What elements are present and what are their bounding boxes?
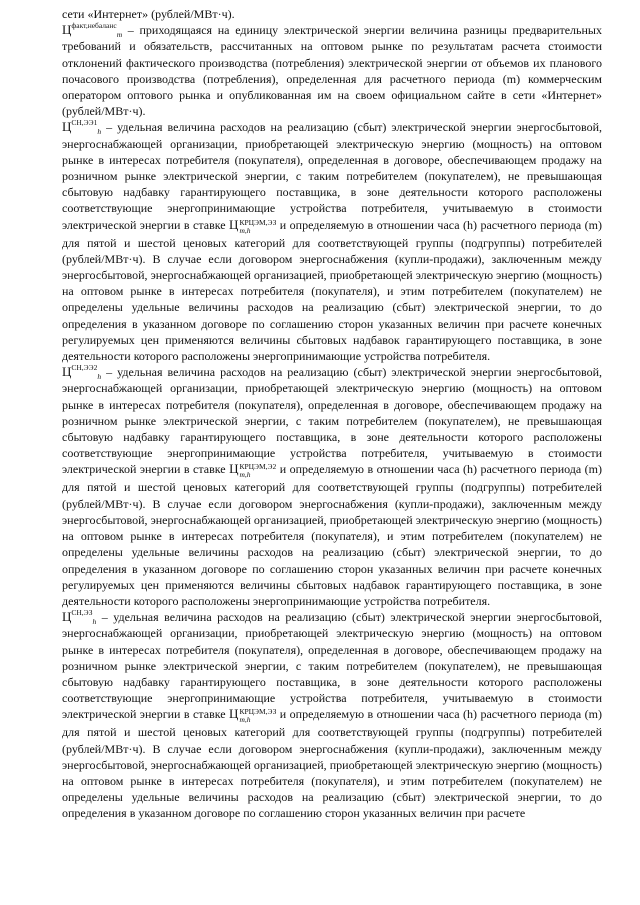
definition-sn-ee2 (62, 364, 602, 609)
definition-text-part2: и определяемую в отношении часа (h) расчетного периода (m) для пятой и шестой ценовых категорий для соответствующей группы (подгруппы) потребителей (рублей/МВт·ч). В случае если договором энергоснабжения (купли-продажи), заключенным между энергосбытовой, энергоснабжающей организацией, приобретающей электрическую энергию (мощность) на оптовом рынке в интересах потребителя (покупателя), и этим потребителем (покупателем) не определены удельные величины расходов на реализацию (сбыт) электрической энергии, то до определения в указанном договоре по соглашению сторон указанных величин при расчете (62, 707, 602, 821)
symbol-sn-ee2: $Ц^{СН,ЭЭ2}_h$ (62, 363, 102, 382)
inline-symbol-krcem: Ц КРЦЭМ,Э2 m,h (229, 461, 277, 480)
definition-text-part2: и определяемую в отношении часа (h) расчетного периода (m) для пятой и шестой ценовых категорий для соответствующей группы (подгруппы) потребителей (рублей/МВт·ч). В случае если договором энергоснабжения (купли-продажи), заключенным между энергосбытовой, энергоснабжающей организацией, приобретающей электрическую энергию (мощность) на оптовом рынке в интересах потребителя (покупателя), и этим потребителем (покупателем) не определены удельные величины расходов на реализацию (сбыт) электрической энергии, то до определения в указанном договоре по соглашению сторон указанных величин при расчете конечных регулируемых цен применяются величины сбытовых надбавок гарантирующего поставщика, в зоне деятельности которого расположены энергопринимающие устройства потребителя. (62, 217, 602, 364)
definition-text-part1: – удельная величина расходов на реализацию (сбыт) электрической энергии энергосбытовой, энергоснабжающей организации, приобретающей электрическую энергию (мощность) на оптовом рынке в интересах потребителя (покупателя), определенная в договоре, обеспечивающем продажу на розничном рынке электрической энергии, с таким потребителем (покупателем), не превышающая сбытовую надбавку гарантирующего поставщика, в зоне деятельности которого расположены соответствующие энергопринимающие устройства потребителя, учитываемую в стоимости электрической энергии в ставке (62, 120, 602, 232)
document-page (62, 6, 602, 822)
inline-symbol-krcem: Ц КРЦЭМ,ЭЗ m,h (229, 706, 277, 725)
definition-text-part2: и определяемую в отношении часа (h) расчетного периода (m) для пятой и шестой ценовых категорий для соответствующей группы (подгруппы) потребителей (рублей/МВт·ч). В случае если договором энергоснабжения (купли-продажи), заключенным между энергосбытовой, энергоснабжающей организацией, приобретающей электрическую энергию (мощность) на оптовом рынке в интересах потребителя (покупателя), и этим потребителем (покупателем) не определены удельные величины расходов на реализацию (сбыт) электрической энергии, то до определения в указанном договоре по соглашению сторон указанных величин при расчете конечных регулируемых цен применяются величины сбытовых надбавок гарантирующего поставщика, в зоне деятельности которого расположены энергопринимающие устройства потребителя. (62, 462, 602, 608)
intro-tail: сети «Интернет» (рублей/МВт·ч). (62, 7, 235, 21)
inline-symbol-krcem: Ц КРЦЭМ,ЭЗ m,h (229, 216, 277, 235)
definition-sn-ee1 (62, 119, 602, 364)
symbol-sn-ee1: $Ц^{СН,ЭЭ1}_h$ (62, 118, 102, 137)
definition-text: – приходящаяся на единицу электрической энергии величина разницы предварительных требований и обязательств, рассчитанных на оптовом рынке по результатам расчета стоимости отклонений фактического производства (потребления) электрической энергии от объемов их планового почасового производства (потребления), определенная для расчетного периода (m) коммерческим оператором оптового рынка и опубликованная им на своем официальном сайте в сети «Интернет» (рублей/МВт·ч). (62, 23, 602, 119)
symbol-sn-ee3: $Ц^{СН,ЭЗ}_h$ (62, 608, 97, 627)
definition-sn-ee3 (62, 609, 602, 821)
definition-fakt-nebalans (62, 22, 602, 119)
definition-text-part1: – удельная величина расходов на реализацию (сбыт) электрической энергии энергосбытовой, энергоснабжающей организации, приобретающей электрическую энергию (мощность) на оптовом рынке в интересах потребителя (покупателя), определенная в договоре, обеспечивающем продажу на розничном рынке электрической энергии, с таким потребителем (покупателем), не превышающая сбытовую надбавку гарантирующего поставщика, в зоне деятельности которого расположены соответствующие энергопринимающие устройства потребителя, учитываемую в стоимости электрической энергии в ставке (62, 365, 602, 477)
definition-text-part1: – удельная величина расходов на реализацию (сбыт) электрической энергии энергосбытовой, энергоснабжающей организации, приобретающей электрическую энергию (мощность) на оптовом рынке в интересах потребителя (покупателя), определенная в договоре, обеспечивающем продажу на розничном рынке электрической энергии, с таким потребителем (покупателем), не превышающая сбытовую надбавку гарантирующего поставщика, в зоне деятельности которого расположены соответствующие энергопринимающие устройства потребителя, учитываемую в стоимости электрической энергии в ставке (62, 610, 602, 722)
symbol-fakt-nebalans: $Ц^{факт,небаланс}_m$ (62, 21, 123, 40)
